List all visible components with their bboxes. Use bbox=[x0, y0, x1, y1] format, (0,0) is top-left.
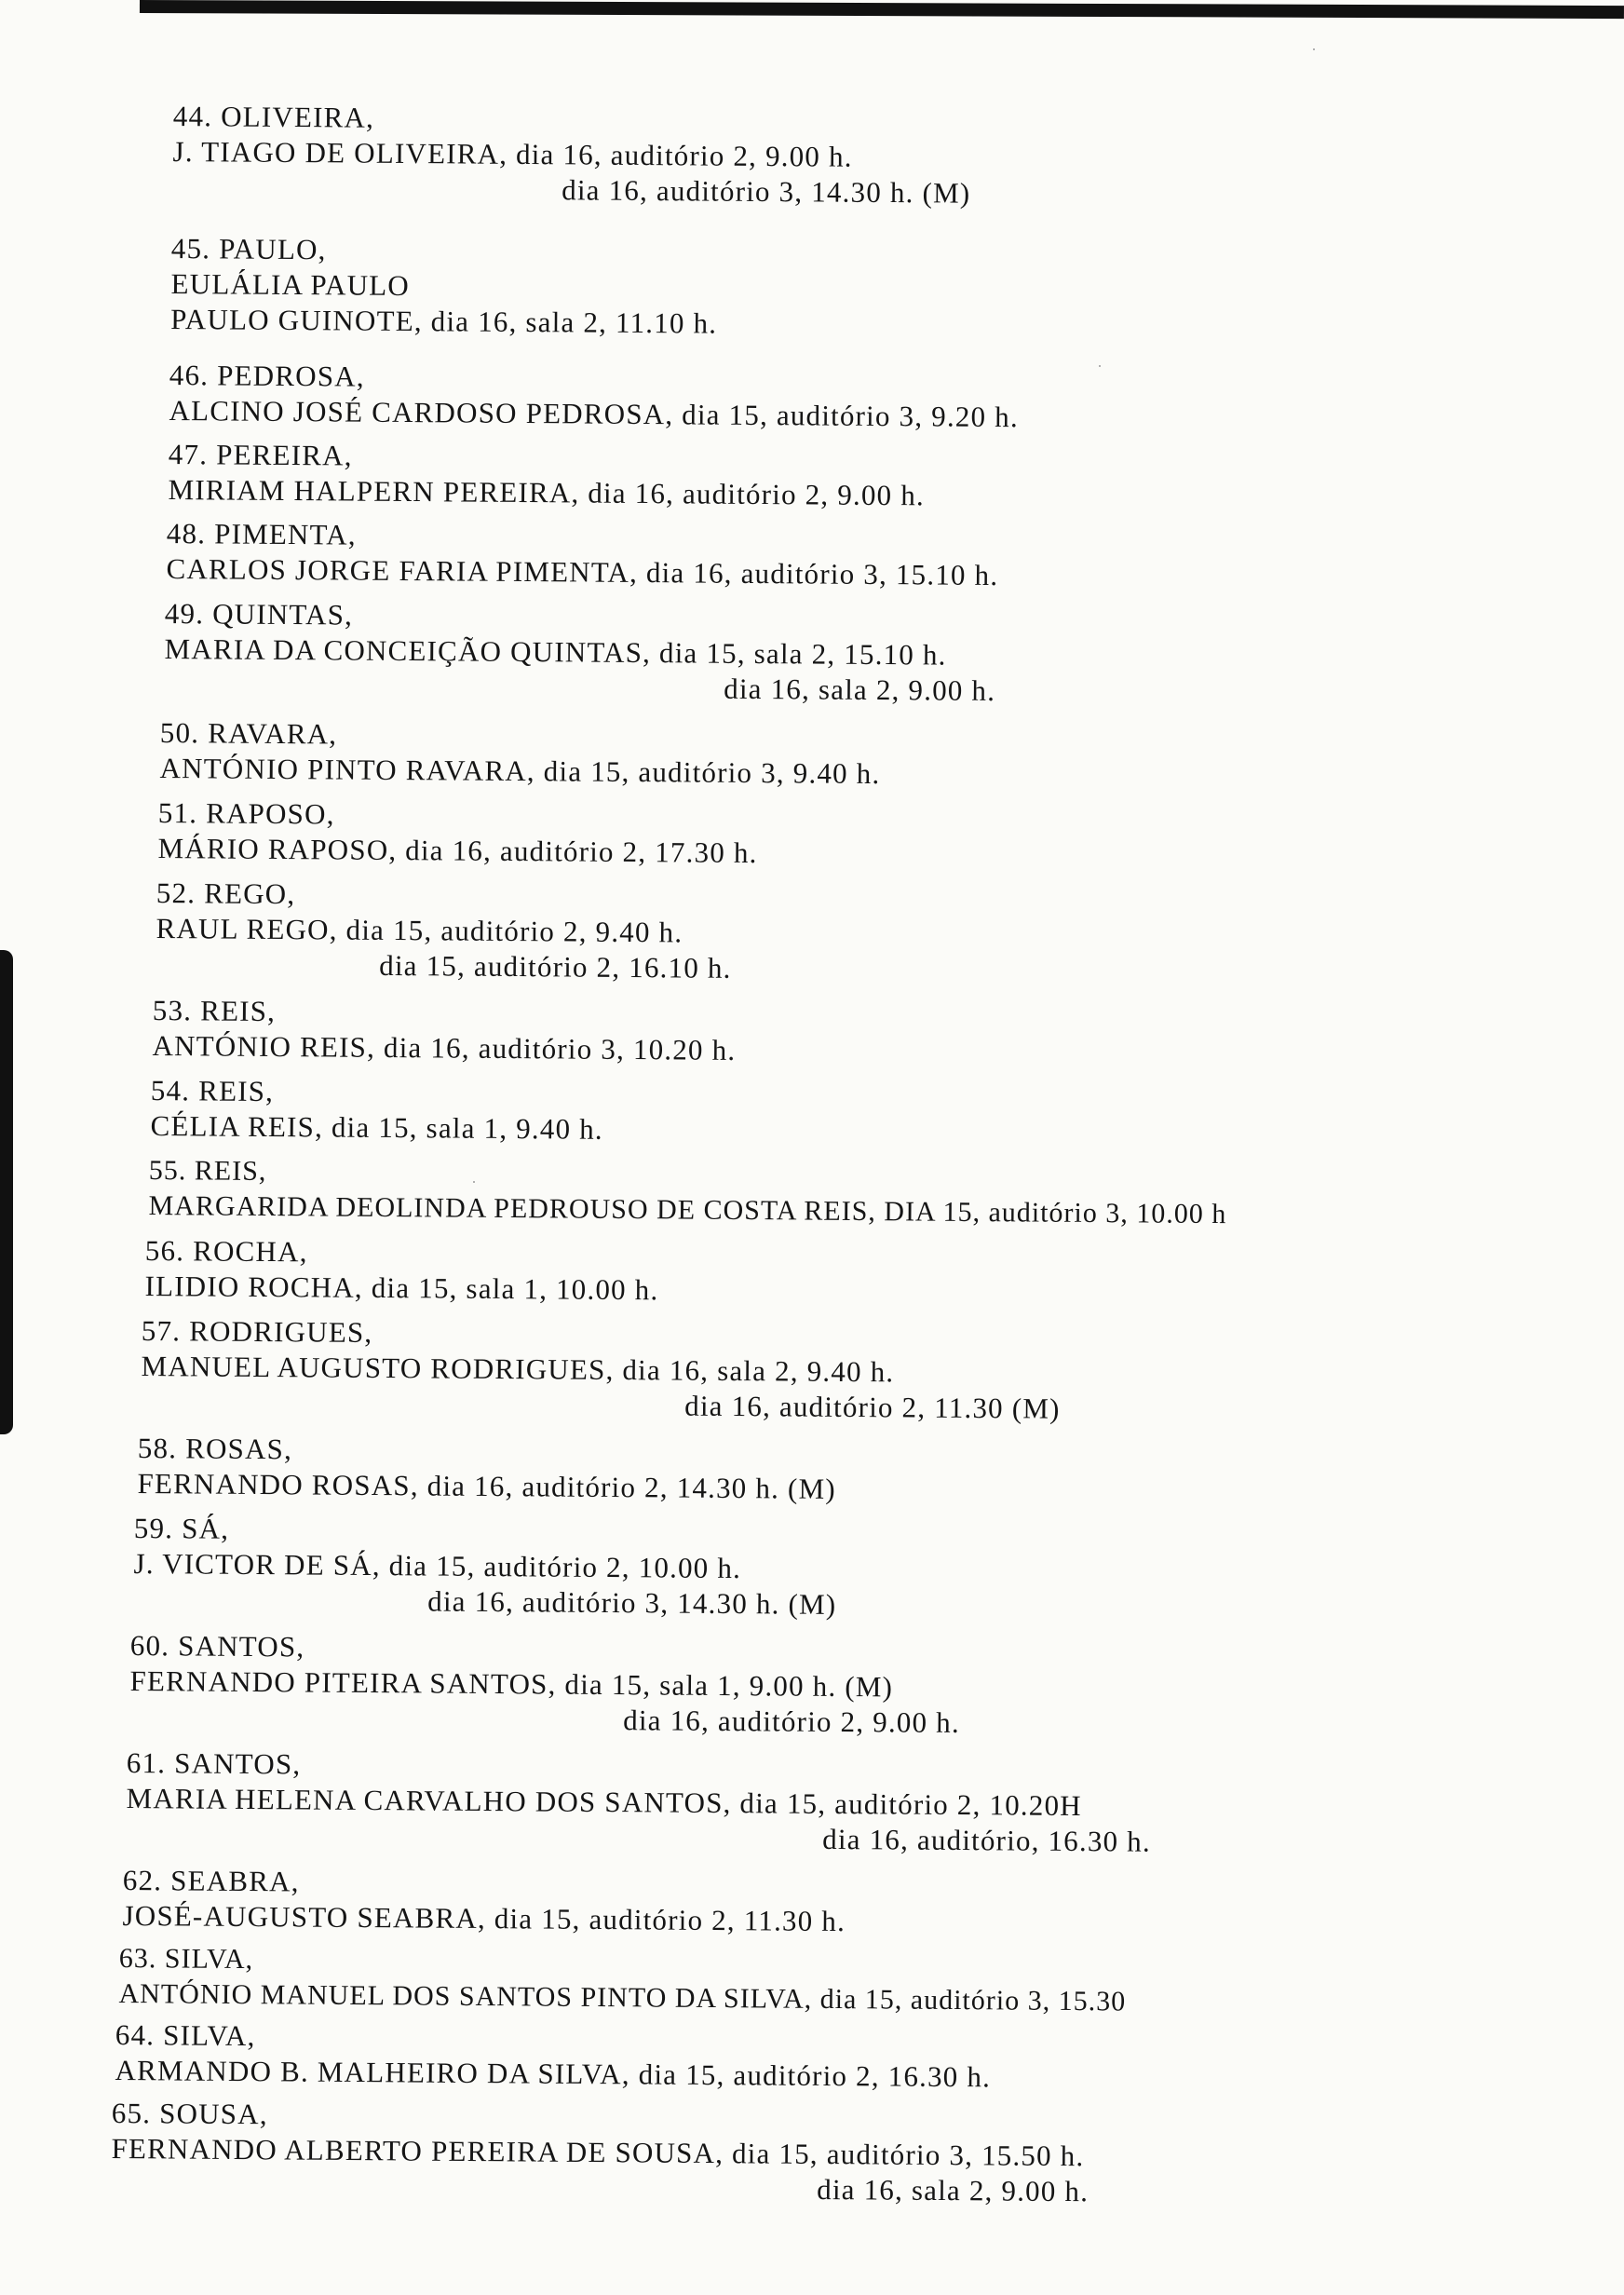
list-item bbox=[152, 993, 736, 1068]
entry-heading: 48. PIMENTA, bbox=[166, 516, 357, 551]
entry-continuation: dia 16, auditório 2, 9.00 h. bbox=[623, 1704, 961, 1739]
entry-detail: CARLOS JORGE FARIA PIMENTA, dia 16, auditório 3, 15.10 h. bbox=[166, 551, 999, 592]
entry-continuation: dia 16, auditório 2, 11.30 (M) bbox=[684, 1389, 1061, 1425]
entry-detail: MIRIAM HALPERN PEREIRA, dia 16, auditório 2, 9.00 h. bbox=[168, 472, 926, 512]
list-item bbox=[133, 1511, 837, 1623]
list-item bbox=[164, 596, 996, 709]
entry-heading: 59. SÁ, bbox=[133, 1512, 230, 1545]
entry-heading: 57. RODRIGUES, bbox=[141, 1314, 373, 1349]
list-item bbox=[115, 2017, 991, 2095]
entry-heading: 64. SILVA, bbox=[115, 2018, 256, 2053]
entry-heading: 47. PEREIRA, bbox=[168, 437, 353, 472]
entry-detail: EULÁLIA PAULO bbox=[170, 266, 411, 303]
list-item bbox=[137, 1431, 836, 1507]
entry-heading: 58. ROSAS, bbox=[137, 1432, 293, 1466]
list-item bbox=[157, 795, 758, 871]
entry-heading: 50. RAVARA, bbox=[159, 715, 338, 751]
entry-heading: 52. REGO, bbox=[156, 876, 296, 911]
entry-detail: JOSÉ-AUGUSTO SEABRA, dia 15, auditório 2, 11.30 h. bbox=[122, 1898, 846, 1938]
entry-heading: 56. ROCHA, bbox=[144, 1234, 308, 1269]
entry-heading: 54. REIS, bbox=[150, 1074, 275, 1108]
entry-detail: RAUL REGO, dia 15, auditório 2, 9.40 h. bbox=[156, 911, 683, 949]
entry-heading: 45. PAULO, bbox=[170, 231, 327, 266]
entry-continuation: dia 16, auditório 3, 14.30 h. (M) bbox=[427, 1584, 837, 1621]
list-item bbox=[156, 876, 732, 986]
entry-continuation: dia 16, sala 2, 9.00 h. bbox=[817, 2172, 1089, 2208]
entry-detail: MANUEL AUGUSTO RODRIGUES, dia 16, sala 2, 9.40 h. bbox=[141, 1349, 895, 1389]
list-item bbox=[166, 516, 998, 593]
entry-detail: FERNANDO PITEIRA SANTOS, dia 15, sala 1, 9.00 h. (M) bbox=[129, 1664, 894, 1704]
entry-heading: 55. REIS, bbox=[148, 1154, 267, 1187]
entry-heading: 63. SILVA, bbox=[118, 1943, 254, 1976]
entry-detail: MARIA HELENA CARVALHO DOS SANTOS, dia 15, auditório 2, 10.20H bbox=[126, 1781, 1082, 1823]
entry-detail: ANTÓNIO REIS, dia 16, auditório 3, 10.20 h. bbox=[152, 1028, 737, 1066]
entry-heading: 65. SOUSA, bbox=[111, 2097, 268, 2131]
entry-heading: 51. RAPOSO, bbox=[157, 795, 335, 831]
list-item bbox=[129, 1628, 961, 1741]
entry-detail: CÉLIA REIS, dia 15, sala 1, 9.40 h. bbox=[150, 1108, 603, 1146]
entry-detail: ANTÓNIO MANUEL DOS SANTOS PINTO DA SILVA, dia 15, auditório 3, 15.30 bbox=[118, 1977, 1127, 2017]
entry-detail: MARGARIDA DEOLINDA PEDROUSO DE COSTA REIS, DIA 15, auditório 3, 10.00 h bbox=[148, 1189, 1227, 1230]
entry-detail: ALCINO JOSÉ CARDOSO PEDROSA, dia 15, auditório 3, 9.20 h. bbox=[169, 393, 1019, 434]
list-item bbox=[144, 1233, 658, 1308]
entry-detail: MÁRIO RAPOSO, dia 16, auditório 2, 17.30 h. bbox=[157, 831, 758, 870]
entry-detail: J. TIAGO DE OLIVEIRA, dia 16, auditório 2, 9.00 h. bbox=[172, 134, 853, 173]
entry-heading: 46. PEDROSA, bbox=[169, 358, 365, 393]
entry-continuation: dia 16, auditório 3, 14.30 h. (M) bbox=[562, 173, 971, 210]
list-item bbox=[122, 1863, 846, 1939]
list-item bbox=[159, 715, 880, 792]
entry-continuation: dia 16, sala 2, 9.00 h. bbox=[724, 672, 996, 708]
entry-heading: 61. SANTOS, bbox=[126, 1746, 302, 1781]
list-item bbox=[169, 358, 1019, 435]
list-item bbox=[141, 1313, 1061, 1427]
entry-heading: 53. REIS, bbox=[152, 994, 277, 1028]
entry-heading: 44. OLIVEIRA, bbox=[172, 99, 375, 134]
entry-detail: ARMANDO B. MALHEIRO DA SILVA, dia 15, auditório 2, 16.30 h. bbox=[115, 2053, 992, 2094]
entry-detail: ANTÓNIO PINTO RAVARA, dia 15, auditório 3, 9.40 h. bbox=[159, 751, 881, 791]
entry-continuation: dia 15, auditório 2, 16.10 h. bbox=[379, 948, 732, 985]
list-item bbox=[168, 437, 925, 513]
entry-continuation: dia 16, auditório, 16.30 h. bbox=[822, 1822, 1152, 1858]
list-item bbox=[126, 1745, 1152, 1860]
entry-heading: 60. SANTOS, bbox=[129, 1629, 305, 1664]
entry-detail: PAULO GUINOTE, dia 16, sala 2, 11.10 h. bbox=[170, 302, 718, 340]
list-item bbox=[172, 99, 971, 211]
list-item bbox=[118, 1941, 1126, 2019]
list-item bbox=[111, 2096, 1089, 2209]
entry-detail: ILIDIO ROCHA, dia 15, sala 1, 10.00 h. bbox=[144, 1269, 659, 1307]
entry-detail: MARIA DA CONCEIÇÃO QUINTAS, dia 15, sala 2, 15.10 h. bbox=[164, 631, 947, 672]
list-item bbox=[148, 1153, 1226, 1232]
entry-heading: 62. SEABRA, bbox=[122, 1864, 300, 1898]
entry-detail: J. VICTOR DE SÁ, dia 15, auditório 2, 10.00 h. bbox=[133, 1546, 742, 1585]
list-item bbox=[170, 231, 718, 342]
entry-heading: 49. QUINTAS, bbox=[164, 596, 354, 631]
entry-detail: FERNANDO ROSAS, dia 16, auditório 2, 14.30 h. (M) bbox=[137, 1466, 836, 1505]
entry-detail: FERNANDO ALBERTO PEREIRA DE SOUSA, dia 15, auditório 3, 15.50 h. bbox=[111, 2131, 1085, 2173]
list-item bbox=[150, 1073, 603, 1148]
